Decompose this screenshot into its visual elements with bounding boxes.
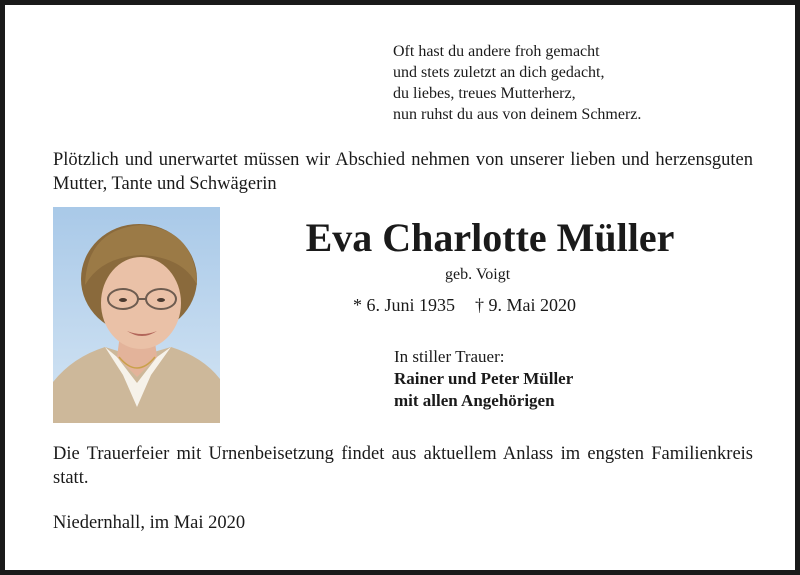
ceremony-text: Die Trauerfeier mit Urnenbeisetzung findet aus aktuellem Anlass im engsten Familienkreis statt.: [53, 444, 753, 488]
mourners-line: mit allen Angehörigen: [394, 391, 555, 410]
mourning-section: [394, 346, 573, 412]
poem-line: und stets zuletzt an dich gedacht,: [393, 64, 605, 81]
mourning-label: In stiller Trauer:: [394, 347, 505, 366]
portrait-image: [53, 207, 220, 423]
poem-line: Oft hast du andere froh gemacht: [393, 43, 600, 60]
poem-line: nun ruhst du aus von deinem Schmerz.: [393, 106, 642, 123]
place-and-date: Niedernhall, im Mai 2020: [53, 513, 246, 533]
portrait-photo: [53, 207, 220, 423]
intro-text: Plötzlich und unerwartet müssen wir Abschied nehmen von unserer lieben und herzensguten Mutter, Tante und Schwägerin: [53, 150, 753, 194]
poem-line: du liebes, treues Mutterherz,: [393, 85, 576, 102]
death-date: † 9. Mai 2020: [475, 295, 577, 315]
maiden-name: geb. Voigt: [445, 266, 511, 283]
poem: [393, 41, 641, 125]
deceased-name: Eva Charlotte Müller: [305, 215, 675, 260]
mourners-line: Rainer und Peter Müller: [394, 369, 574, 388]
birth-date: * 6. Juni 1935: [353, 295, 456, 315]
life-dates: [353, 295, 576, 316]
